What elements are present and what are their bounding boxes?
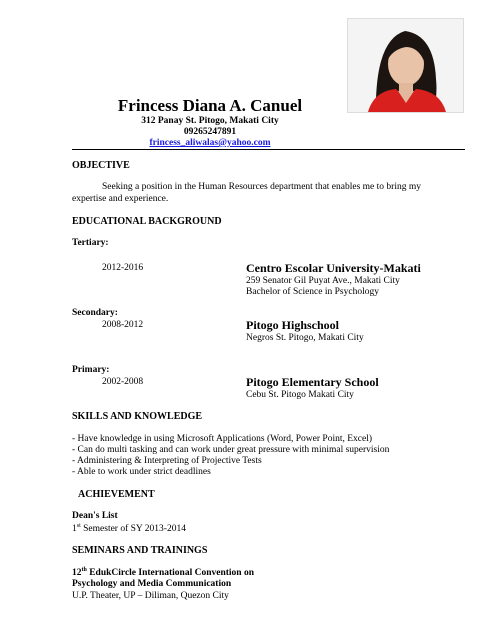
skills-list [72,434,389,478]
address-line: 312 Panay St. Pitogo, Makati City [141,116,279,126]
skills-heading: SKILLS AND KNOWLEDGE [72,411,203,422]
phone-line: 09265247891 [183,127,237,137]
list-item: - Have knowledge in using Microsoft Applications (Word, Power Point, Excel) [72,434,373,444]
applicant-name: Frincess Diana A. Canuel [117,96,303,115]
tertiary-address: 259 Senator Gil Puyat Ave., Makati City [246,276,400,286]
seminar-venue: U.P. Theater, UP – Diliman, Quezon City [72,591,229,601]
seminars-heading: SEMINARS AND TRAININGS [72,545,208,556]
objective-text-line1: Seeking a position in the Human Resources department that enables me to bring my [102,182,421,192]
primary-school: Pitogo Elementary School [246,375,379,389]
primary-address: Cebu St. Pitogo Makati City [246,390,354,400]
achievement-detail: 1st Semester of SY 2013-2014 [72,523,186,535]
list-item: - Able to work under strict deadlines [72,467,211,477]
tertiary-school: Centro Escolar University-Makati [246,261,421,275]
list-item: - Can do multi tasking and can work under great pressure with minimal supervision [72,445,390,455]
secondary-address: Negros St. Pitogo, Makati City [246,333,364,343]
objective-heading: OBJECTIVE [72,160,130,171]
seminar-title: 12th EdukCircle International Convention on [72,567,254,579]
email-link[interactable]: frincess_aliwalas@yahoo.com [149,138,271,148]
achievement-title: Dean's List [72,511,118,521]
objective-text-line2: expertise and experience. [72,194,169,204]
tertiary-course: Bachelor of Science in Psychology [246,287,379,297]
secondary-label: Secondary: [72,308,118,318]
primary-label: Primary: [72,365,110,375]
secondary-years: 2008-2012 [102,320,144,330]
tertiary-label: Tertiary: [72,238,109,248]
education-heading: EDUCATIONAL BACKGROUND [72,216,222,227]
email-line [0,138,420,148]
achievement-heading: ACHIEVEMENT [78,489,155,500]
tertiary-years: 2012-2016 [102,263,144,273]
header-divider [72,149,465,150]
secondary-school: Pitogo Highschool [246,318,340,332]
primary-years: 2002-2008 [102,377,144,387]
list-item: - Administering & Interpreting of Projective Tests [72,456,262,466]
seminar-title-line2: Psychology and Media Communication [72,579,232,589]
